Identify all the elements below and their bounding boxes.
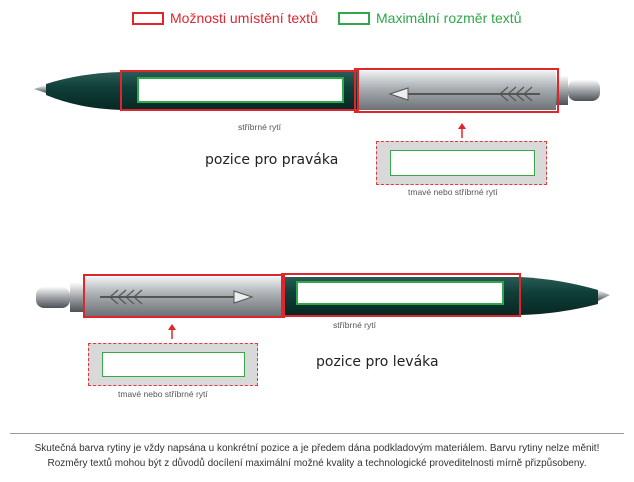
legend-placement — [132, 10, 318, 26]
footer-divider — [10, 433, 624, 434]
right-caption-dark-or-silver: tmavé nebo stříbrné rytí — [408, 187, 498, 197]
arrow-up-icon — [167, 324, 177, 340]
left-cap-text-area — [102, 352, 245, 377]
right-handed-heading: pozice pro praváka — [205, 152, 339, 168]
pen-left-handed-image — [0, 268, 634, 328]
right-cap-text-area — [390, 150, 535, 176]
footer-line-2: Rozměry textů mohou být z důvodů docílení maximální možné kvality a technologické proveditelnosti mírně přizpůsobeny. — [47, 458, 587, 469]
legend-maxsize-label: Maximální rozměr textů — [376, 10, 522, 26]
legend-maxsize — [338, 10, 521, 26]
arrow-up-icon — [457, 123, 467, 139]
left-cap-engraving-area — [88, 343, 258, 386]
footer-note — [0, 441, 634, 471]
right-cap-engraving-area — [376, 141, 547, 185]
legend — [0, 10, 634, 30]
footer-line-1: Skutečná barva rytiny je vždy napsána u konkrétní pozice a je předem dána podkladovým materiálem. Barvu rytiny nelze měnit! — [34, 443, 600, 454]
green-swatch-icon — [338, 12, 370, 25]
pen-right-handed-image — [0, 60, 634, 120]
right-caption-silver: stříbrné rytí — [238, 122, 281, 132]
left-caption-silver: stříbrné rytí — [333, 320, 376, 330]
red-swatch-icon — [132, 12, 164, 25]
left-handed-heading: pozice pro leváka — [316, 354, 439, 370]
legend-placement-label: Možnosti umístění textů — [170, 10, 318, 26]
left-caption-dark-or-silver: tmavé nebo stříbrné rytí — [118, 389, 208, 399]
